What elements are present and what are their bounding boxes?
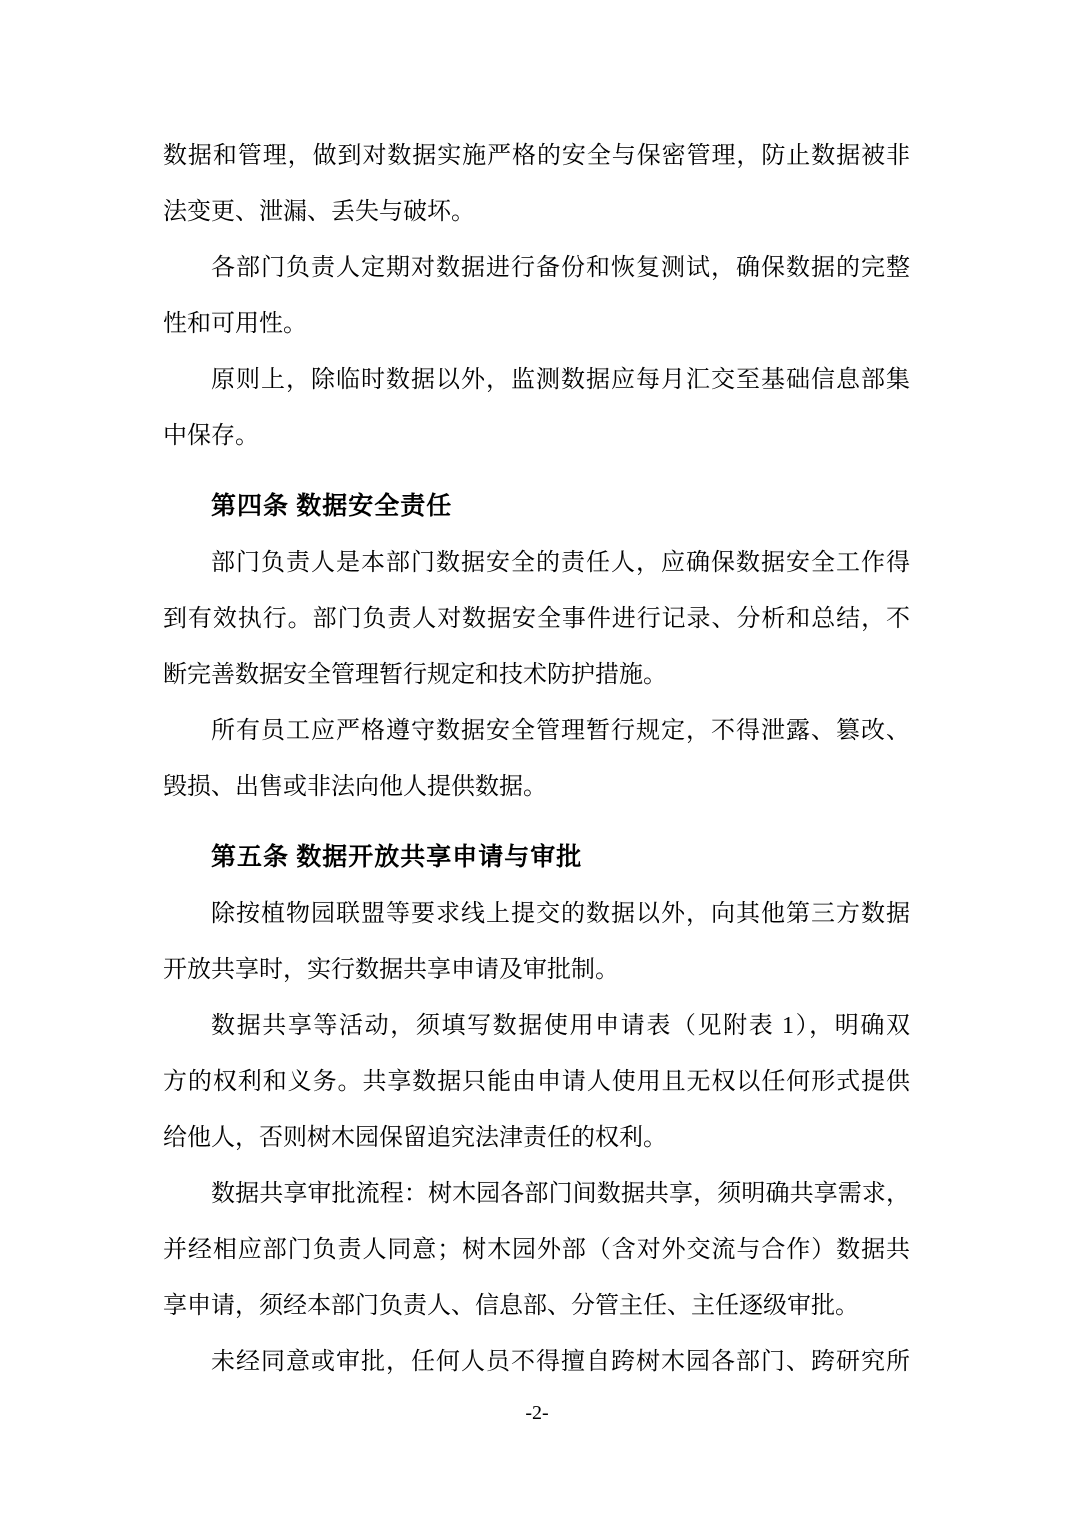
section-heading: 第五条 数据开放共享申请与审批	[211, 844, 583, 871]
text-line: 未经同意或审批，任何人员不得擅自跨树木园各部门、跨研究所	[211, 1349, 910, 1375]
text-line: 给他人，否则树木园保留追究法津责任的权利。	[163, 1125, 667, 1151]
text-line: 各部门负责人定期对数据进行备份和恢复测试，确保数据的完整	[211, 255, 910, 281]
section-heading: 第四条 数据安全责任	[211, 493, 453, 520]
text-line: 享申请，须经本部门负责人、信息部、分管主任、主任逐级审批。	[163, 1293, 859, 1319]
text-line: 到有效执行。部门负责人对数据安全事件进行记录、分析和总结，不	[163, 606, 910, 632]
text-line: 方的权利和义务。共享数据只能由申请人使用且无权以任何形式提供	[163, 1069, 910, 1095]
text-line: 数据共享等活动，须填写数据使用申请表（见附表 1），明确双	[211, 1013, 910, 1039]
text-line: 毁损、出售或非法向他人提供数据。	[163, 774, 547, 800]
text-line: 部门负责人是本部门数据安全的责任人，应确保数据安全工作得	[211, 550, 910, 576]
page-number: -2-	[525, 1402, 549, 1424]
text-line: 原则上，除临时数据以外，监测数据应每月汇交至基础信息部集	[211, 367, 910, 393]
text-line: 断完善数据安全管理暂行规定和技术防护措施。	[163, 662, 667, 688]
text-line: 除按植物园联盟等要求线上提交的数据以外，向其他第三方数据	[211, 901, 910, 927]
text-line: 数据共享审批流程：树木园各部门间数据共享，须明确共享需求，	[211, 1181, 910, 1207]
text-line: 并经相应部门负责人同意；树木园外部（含对外交流与合作）数据共	[163, 1237, 910, 1263]
text-line: 中保存。	[163, 423, 259, 449]
text-line: 性和可用性。	[163, 311, 307, 337]
text-line: 法变更、泄漏、丢失与破坏。	[163, 199, 475, 225]
text-line: 数据和管理，做到对数据实施严格的安全与保密管理，防止数据被非	[163, 143, 910, 169]
document-body	[163, 128, 910, 1390]
text-line: 所有员工应严格遵守数据安全管理暂行规定，不得泄露、篡改、	[211, 718, 910, 744]
text-line: 开放共享时，实行数据共享申请及审批制。	[163, 957, 619, 983]
